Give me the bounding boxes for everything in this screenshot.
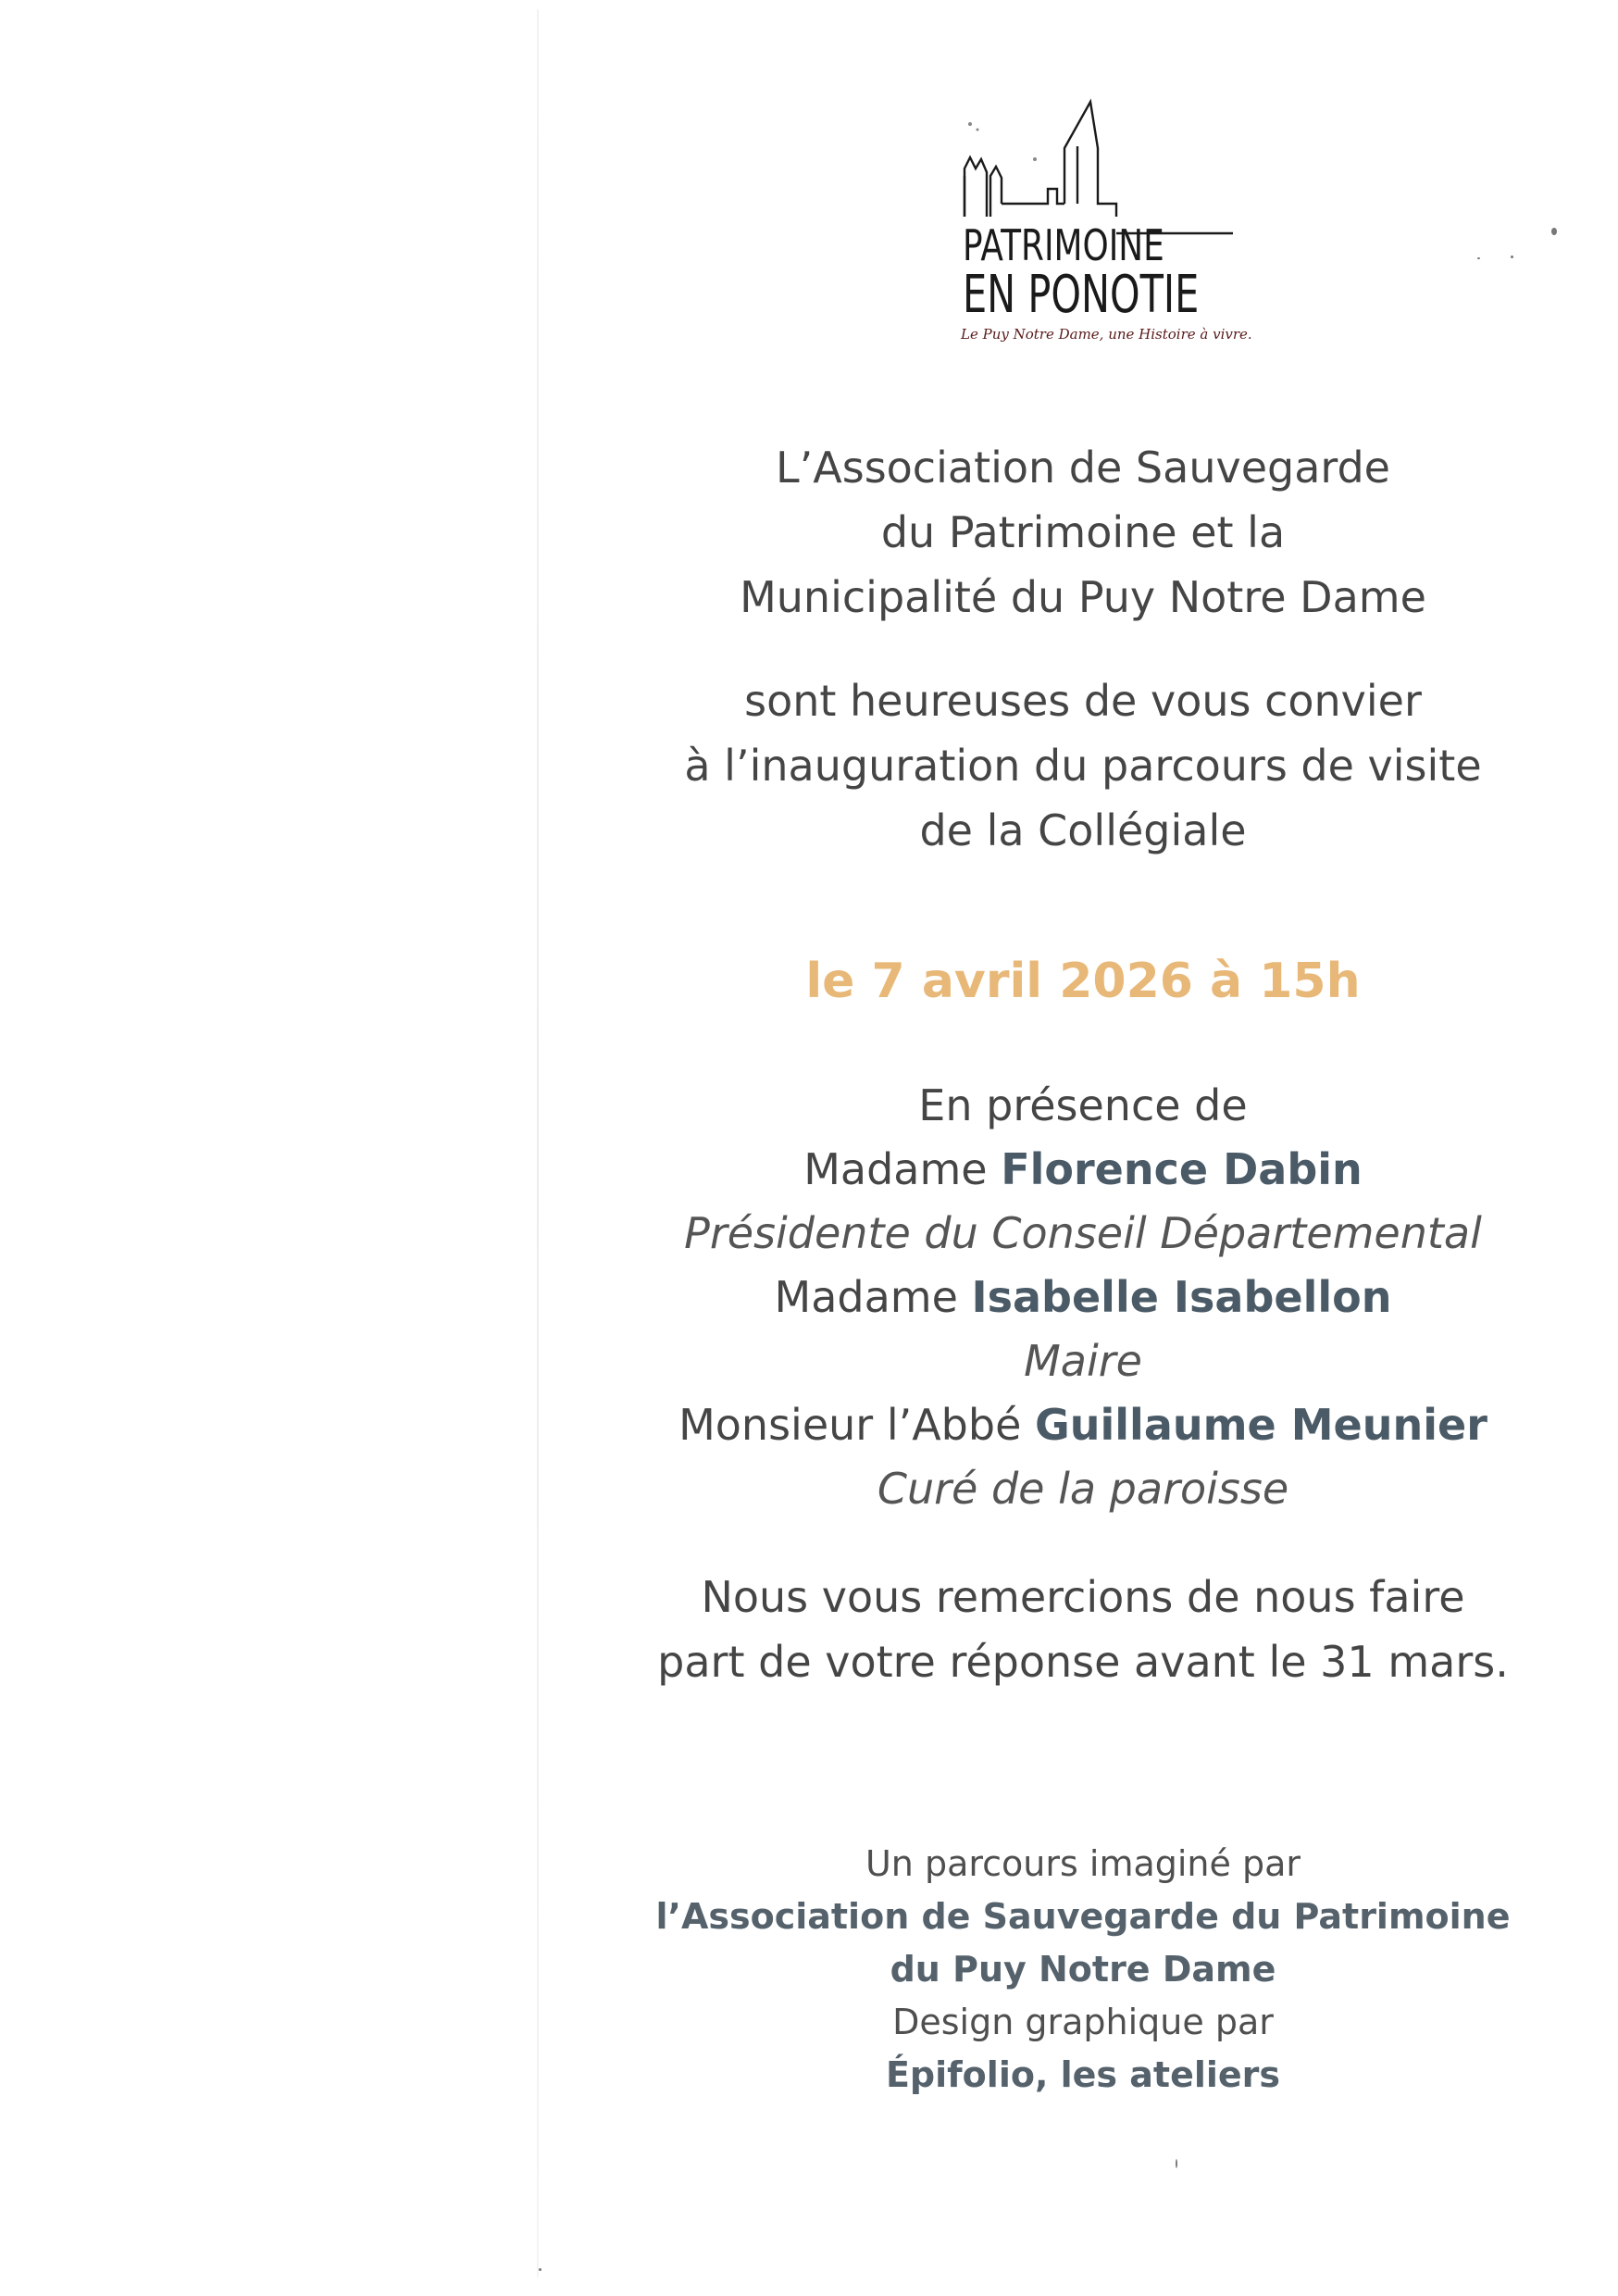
patrimoine-en-ponotie-logo: [935, 93, 1268, 352]
hosts-line-2: du Patrimoine et la: [880, 507, 1286, 557]
logo-text-en-ponotie: EN PONOTIE: [963, 265, 1200, 325]
speck: [1551, 228, 1557, 235]
speck: [539, 2268, 541, 2271]
speck: [1477, 257, 1480, 259]
event-date: le 7 avril 2026 à 15h: [805, 954, 1361, 1009]
hosts-line-1: L’Association de Sauvegarde: [776, 443, 1390, 493]
guest-3-name: Guillaume Meunier: [1035, 1400, 1487, 1450]
invitation-purpose: [592, 668, 1574, 863]
presence-intro: En présence de: [918, 1080, 1248, 1130]
purpose-line-2: à l’inauguration du parcours de visite: [684, 741, 1482, 791]
designer-name: Épifolio, les ateliers: [885, 2054, 1281, 2095]
guest-2-name: Isabelle Isabellon: [971, 1272, 1392, 1322]
guest-2-title: Madame: [774, 1272, 958, 1322]
guest-2: [592, 1266, 1574, 1329]
rsvp-request: [592, 1565, 1574, 1694]
rsvp-line-2: part de votre réponse avant le 31 mars.: [657, 1637, 1509, 1687]
guest-1-title: Madame: [803, 1144, 988, 1194]
design-intro: Design graphique par: [892, 2002, 1274, 2042]
guest-1: [592, 1138, 1574, 1202]
invitation-hosts: [592, 435, 1574, 630]
guest-3: [592, 1393, 1574, 1457]
speck: [1511, 256, 1513, 258]
rsvp-line-1: Nous vous remercions de nous faire: [701, 1572, 1465, 1622]
logo-tagline: Le Puy Notre Dame, une Histoire à vivre.: [961, 326, 1252, 343]
logo-text-patrimoine: PATRIMOINE: [963, 220, 1164, 270]
credits: [592, 1838, 1574, 2102]
purpose-line-1: sont heureuses de vous convier: [744, 676, 1422, 726]
speck: [1176, 2159, 1177, 2168]
route-intro: Un parcours imaginé par: [865, 1843, 1301, 1884]
association-name-line-1: l’Association de Sauvegarde du Patrimoine: [655, 1896, 1511, 1937]
collegiale-church-icon: [935, 93, 1268, 222]
guest-3-title: Monsieur l’Abbé: [678, 1400, 1022, 1450]
hosts-line-3: Municipalité du Puy Notre Dame: [740, 572, 1426, 622]
guest-1-name: Florence Dabin: [1001, 1144, 1363, 1194]
association-name-line-2: du Puy Notre Dame: [890, 1949, 1276, 1990]
fold-line: [537, 9, 539, 2277]
guest-2-role: Maire: [1024, 1336, 1142, 1386]
purpose-line-3: de la Collégiale: [919, 805, 1247, 855]
guests-of-honour: [592, 1074, 1574, 1521]
guest-1-role: Présidente du Conseil Départemental: [684, 1208, 1482, 1258]
guest-3-role: Curé de la paroisse: [877, 1464, 1289, 1514]
